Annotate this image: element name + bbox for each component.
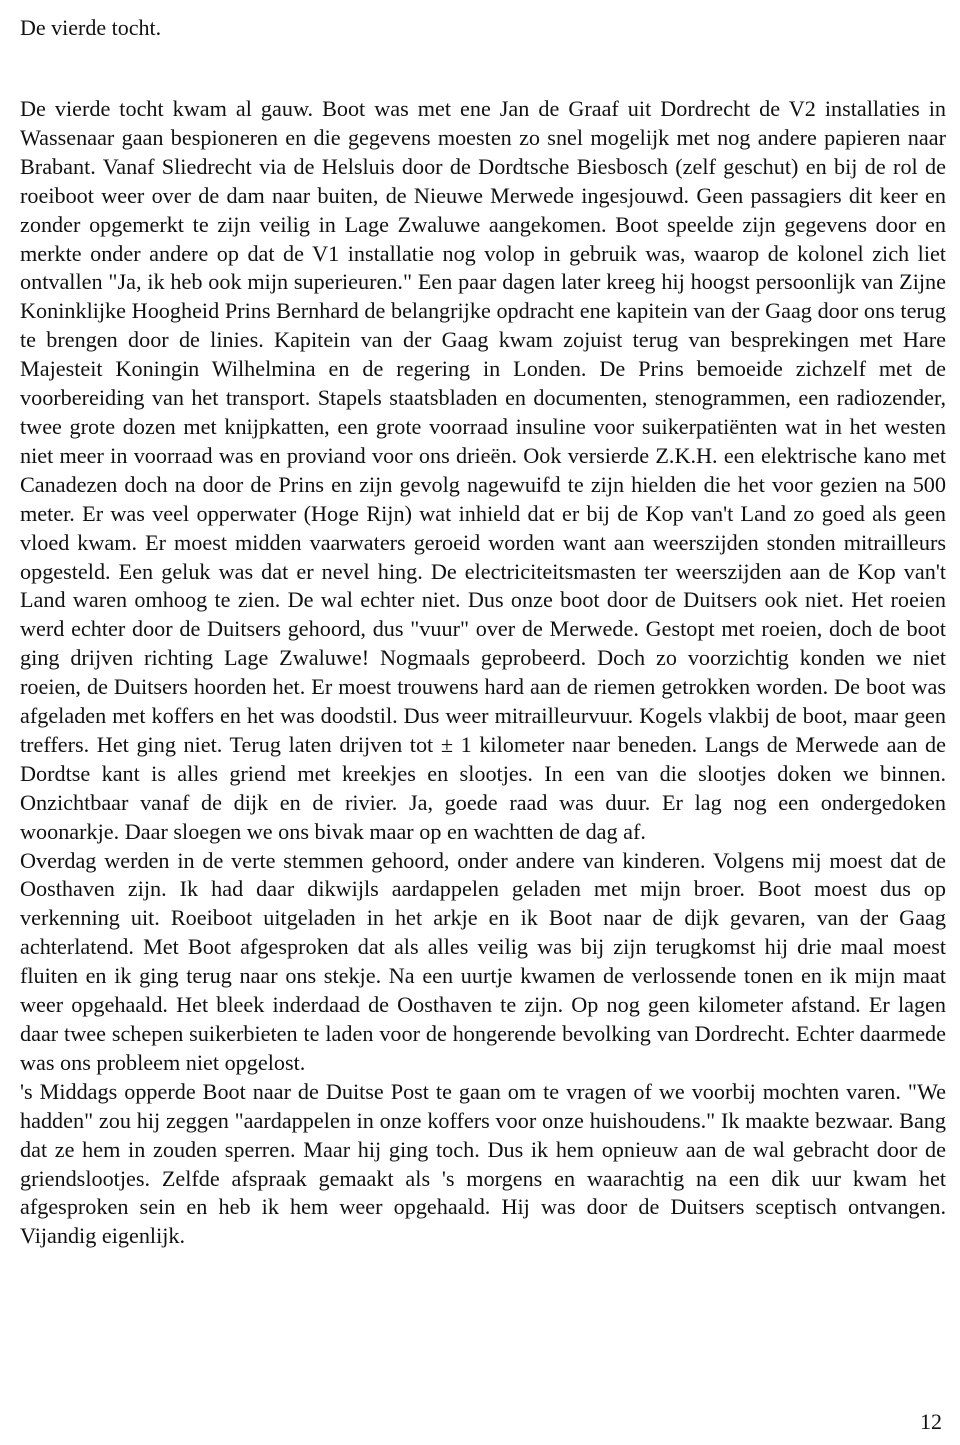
body-text — [20, 95, 946, 1251]
section-heading: De vierde tocht. — [20, 15, 162, 40]
page-number: 12 — [920, 1409, 942, 1434]
paragraph: 's Middags opperde Boot naar de Duitse Post te gaan om te vragen of we voorbij mochten varen. "We hadden" zou hij zeggen "aardappelen in onze koffers voor onze huishoudens." Ik maakte bezwaar. Bang dat ze hem in zouden sperren. Maar hij ging toch. Dus ik hem opnieuw aan de wal gebracht door de griendslootjes. Zelfde afspraak gemaakt als 's morgens en waarachtig na een dik uur kwam het afgesproken sein en heb ik hem weer opgehaald. Hij was door de Duitsers sceptisch ontvangen. Vijandig eigenlijk. — [20, 1078, 946, 1249]
paragraph: De vierde tocht kwam al gauw. Boot was met ene Jan de Graaf uit Dordrecht de V2 installaties in Wassenaar gaan bespioneren en die gegevens moesten zo snel mogelijk met nog andere papieren naar Brabant. Vanaf Sliedrecht via de Helsluis door de Dordtsche Biesbosch (zelf geschut) en bij de rol de roeiboot weer over de dam naar buiten, de Nieuwe Merwede ingesjouwd. Geen passagiers dit keer en zonder opgemerkt te zijn veilig in Lage Zwaluwe aangekomen. Boot speelde zijn gegevens door en merkte onder andere op dat de V1 installatie nog volop in gebruik was, waarop de kolonel zich liet ontvallen "Ja, ik heb ook mijn superieuren." Een paar dagen later kreeg hij hoogst persoonlijk van Zijne Koninklijke Hoogheid Prins Bernhard de belangrijke opdracht ene kapitein van der Gaag door ons terug te brengen door de linies. Kapitein van der Gaag kwam zojuist terug van besprekingen met Hare Majesteit Koningin Wilhelmina en de regering in Londen. De Prins bemoeide zichzelf met de voorbereiding van het transport. Stapels staatsbladen en documenten, stenogrammen, een radiozender, twee grote dozen met knijpkatten, een grote voorraad insuline voor suikerpatiënten wat in het westen niet meer in voorraad was en proviand voor ons drieën. Ook versierde Z.K.H. een elektrische kano met Canadezen doch na door de Prins en zijn gevolg nagewuifd te zijn hielden die het voor gezien na 500 meter. Er was veel opperwater (Hoge Rijn) wat inhield dat er bij de Kop van't Land zo goed als geen vloed kwam. Er moest midden vaarwaters geroeid worden want aan weerszijden stonden mitrailleurs opgesteld. Een geluk was dat er nevel hing. De electriciteitsmasten ter weerszijden aan de Kop van't Land waren omhoog te zien. De wal echter niet. Dus onze boot door de Duitsers ook niet. Het roeien werd echter door de Duitsers gehoord, dus "vuur" over de Merwede. Gestopt met roeien, doch de boot ging drijven richting Lage Zwaluwe! Nogmaals geprobeerd. Doch zo voorzichtig konden we niet roeien, de Duitsers hoorden het. Er moest trouwens hard aan de riemen getrokken worden. De boot was afgeladen met koffers en het was doodstil. Dus weer mitrailleurvuur. Kogels vlakbij de boot, maar geen treffers. Het ging niet. Terug laten drijven tot ± 1 kilometer naar beneden. Langs de Merwede aan de Dordtse kant is alles griend met kreekjes en slootjes. In een van die slootjes doken we binnen. Onzichtbaar vanaf de dijk en de rivier. Ja, goede raad was duur. Er lag nog een ondergedoken woonarkje. Daar sloegen we ons bivak maar op en wachtten de dag af. — [20, 96, 946, 844]
paragraph: Overdag werden in de verte stemmen gehoord, onder andere van kinderen. Volgens mij moest dat de Oosthaven zijn. Ik had daar dikwijls aardappelen geladen met mijn broer. Boot moest dus op verkenning uit. Roeiboot uitgeladen in het arkje en ik Boot naar de dijk gevaren, van der Gaag achterlatend. Met Boot afgesproken dat als alles veilig was bij zijn terugkomst hij drie maal moest fluiten en ik ging terug naar ons stekje. Na een uurtje kwamen de verlossende tonen en ik mijn maat weer opgehaald. Het bleek inderdaad de Oosthaven te zijn. Op nog geen kilometer afstand. Er lagen daar twee schepen suikerbieten te laden voor de hongerende bevolking van Dordrecht. Echter daarmede was ons probleem niet opgelost. — [20, 847, 946, 1075]
